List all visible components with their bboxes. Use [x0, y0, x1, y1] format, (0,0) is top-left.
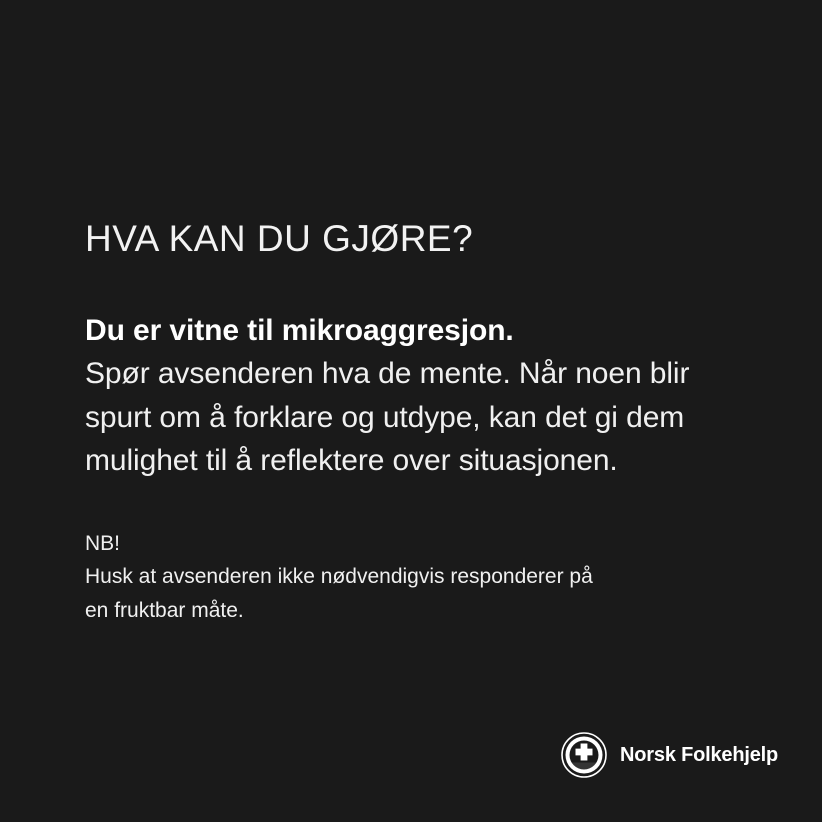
note-text: Husk at avsenderen ikke nødvendigvis responderer på en fruktbar måte.	[85, 565, 593, 622]
body-text: Spør avsenderen hva de mente. Når noen blir spurt om å forklare og utdype, kan det gi dem mulighet til å reflektere over situasjonen.	[85, 357, 690, 478]
note-title: NB!	[85, 531, 121, 555]
page-title: HVA KAN DU GJØRE?	[85, 218, 474, 259]
brand-logo	[561, 732, 778, 778]
body-block	[85, 309, 725, 483]
brand-name: Norsk Folkehjelp	[620, 743, 778, 766]
poster-content	[85, 218, 725, 627]
note-block	[85, 527, 725, 628]
body-lead: Du er vitne til mikroaggresjon.	[85, 313, 514, 347]
red-cross-circle-logo-icon	[561, 732, 607, 778]
